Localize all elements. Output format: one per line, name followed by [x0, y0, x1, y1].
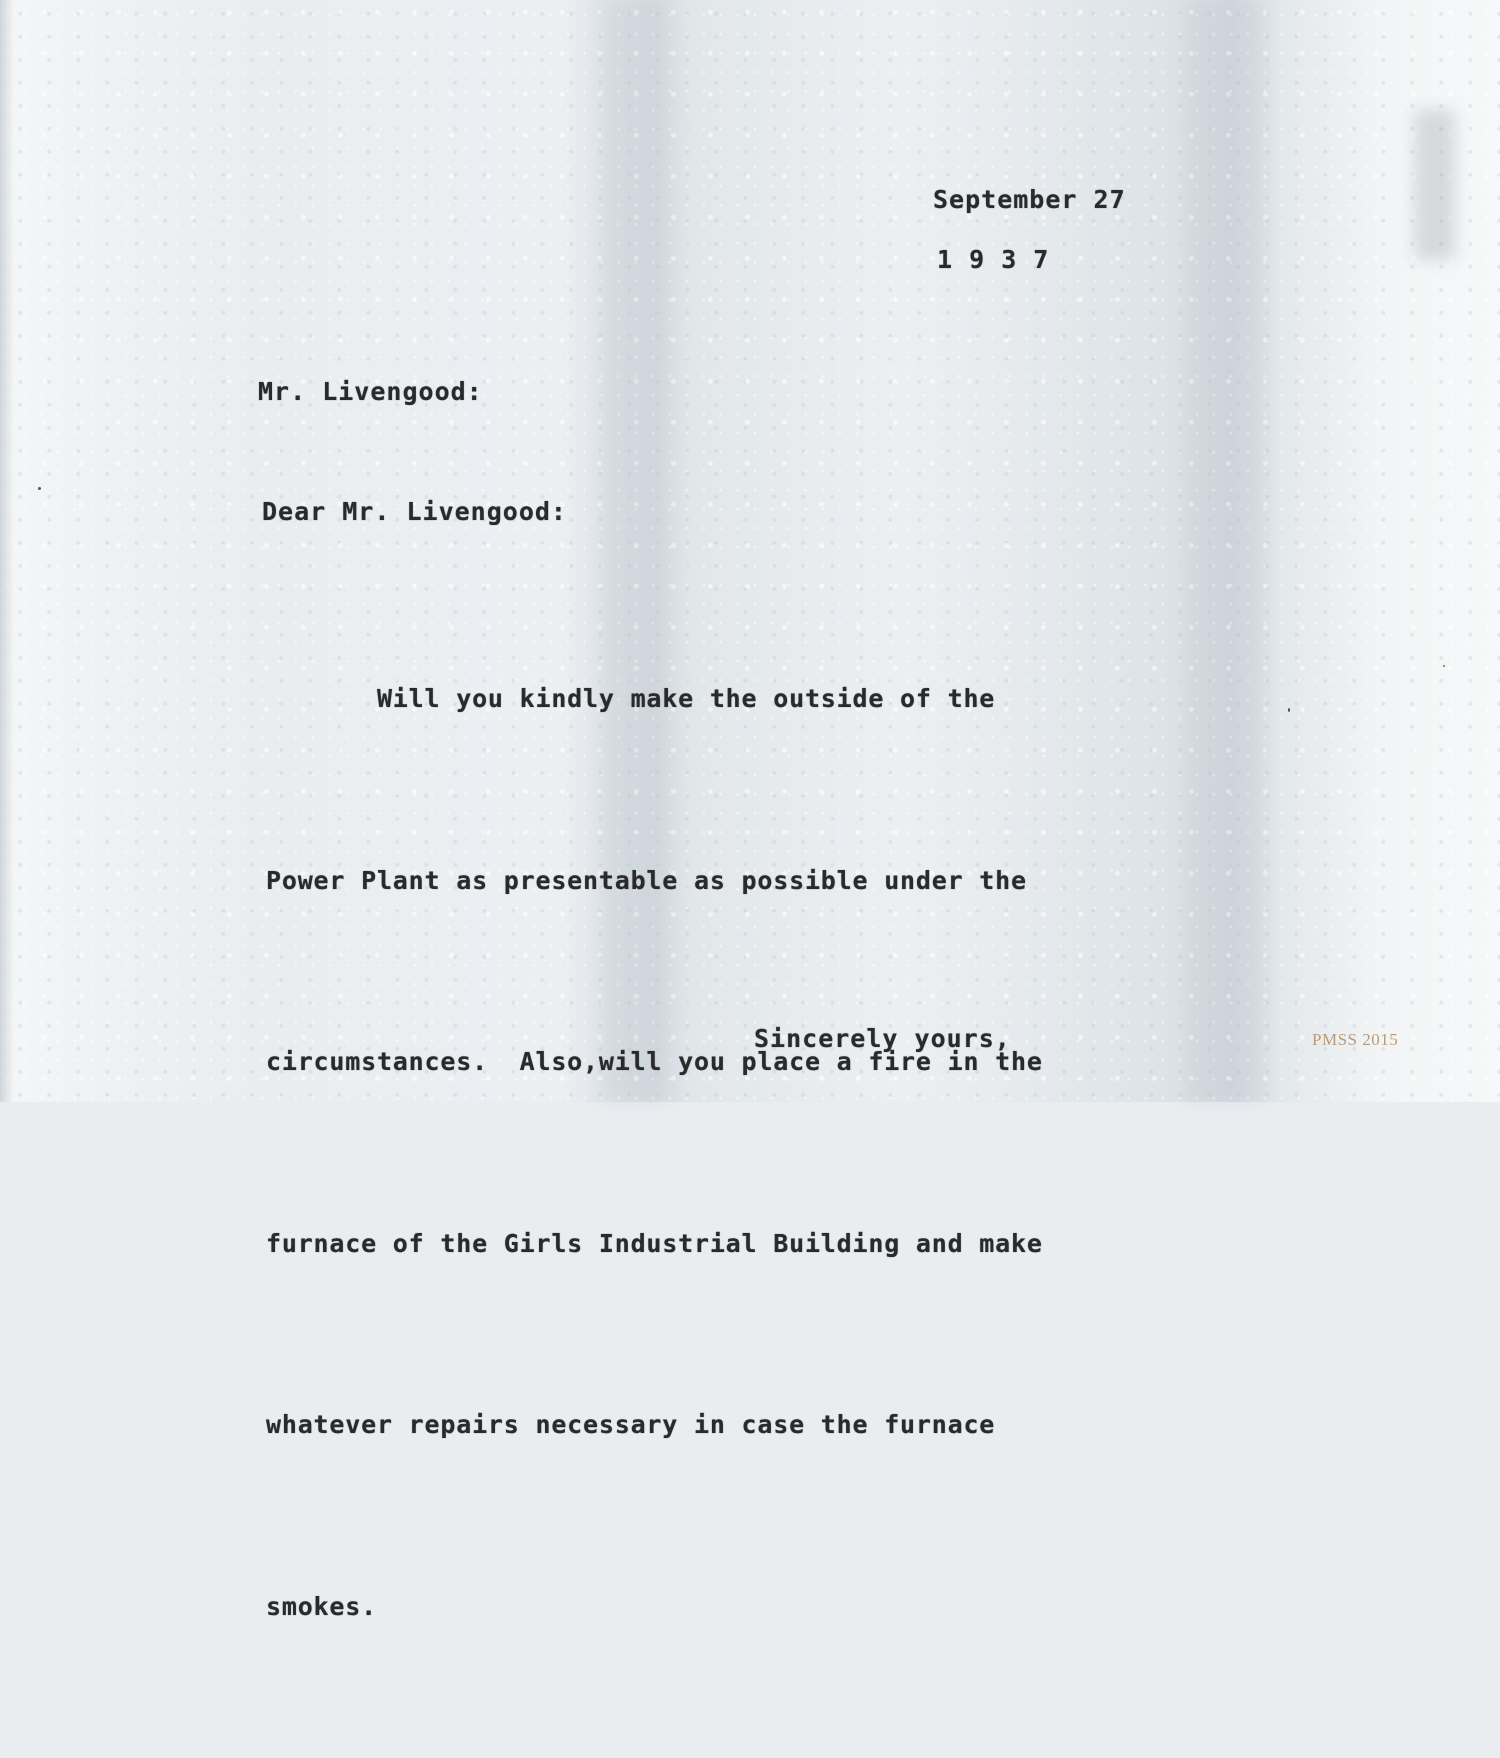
letter-body [266, 548, 1043, 1758]
letter-addressee: Mr. Livengood: [258, 377, 483, 406]
archive-watermark: PMSS 2015 [1312, 1030, 1399, 1049]
letter-date: September 27 [933, 185, 1126, 214]
body-line: whatever repairs necessary in case the furnace [266, 1410, 996, 1439]
letter-year: 1 9 3 7 [937, 245, 1050, 274]
letter-closing: Sincerely yours, [754, 1024, 1011, 1053]
body-line: circumstances. Also,will you place a fire in the [266, 1047, 1043, 1076]
ink-speck [38, 487, 41, 490]
paper-shadow-stripe [1185, 0, 1265, 1102]
letter-salutation: Dear Mr. Livengood: [262, 497, 567, 526]
paper-left-edge [0, 0, 14, 1102]
body-line: smokes. [266, 1591, 377, 1621]
body-line: furnace of the Girls Industrial Building and make [266, 1228, 1043, 1258]
body-line: Will you kindly make the outside of the [266, 684, 996, 713]
paper-edge-shadow [1415, 110, 1455, 260]
ink-speck [1288, 708, 1290, 712]
ink-speck [1443, 665, 1445, 667]
body-line: Power Plant as presentable as possible under the [266, 865, 1027, 895]
